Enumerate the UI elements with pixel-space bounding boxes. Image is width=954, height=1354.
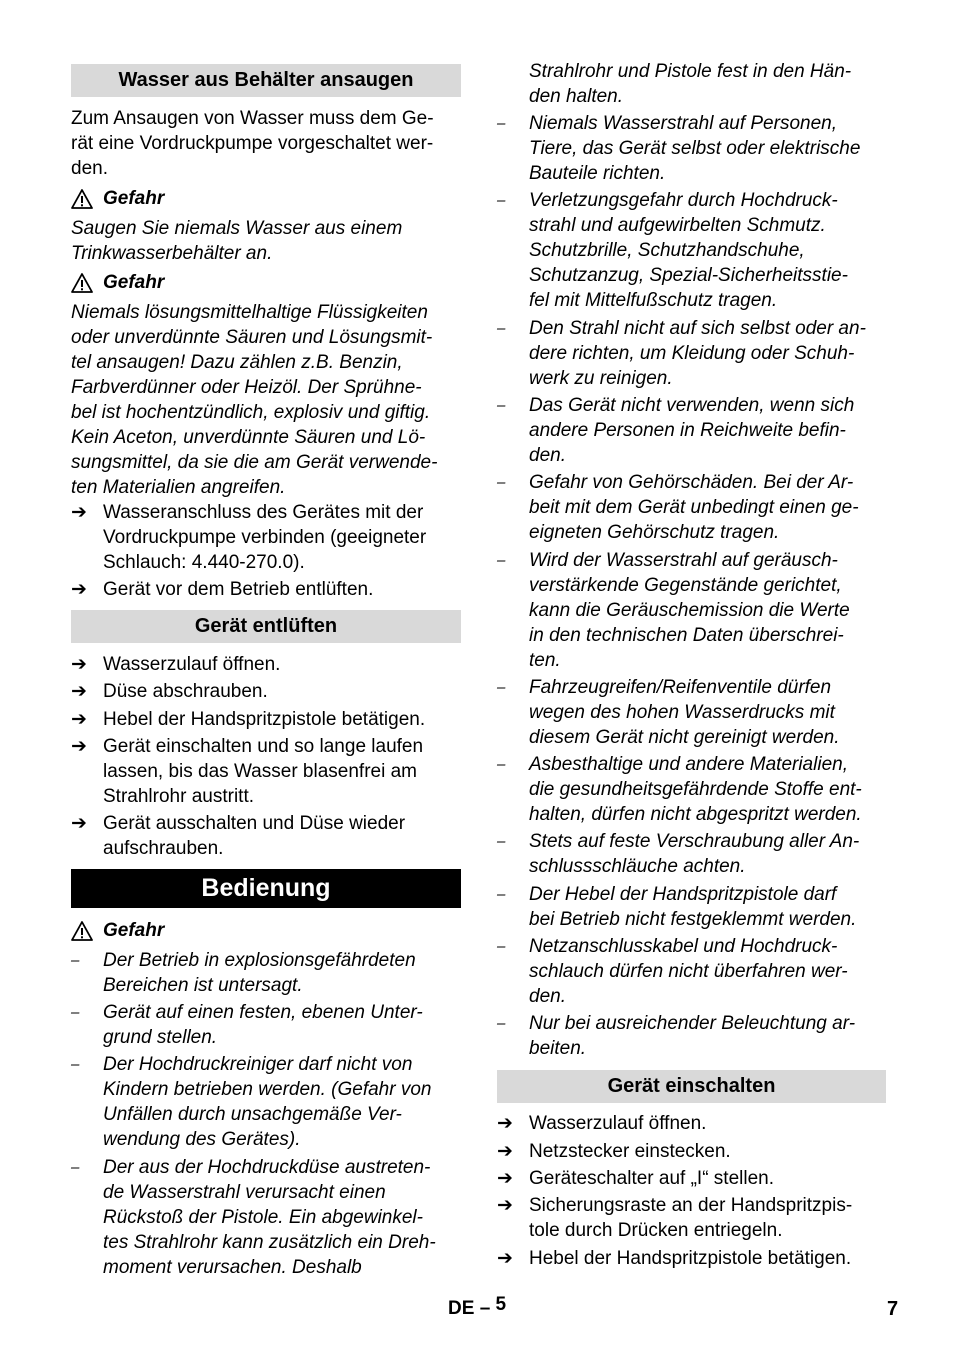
arrow-icon: ➔ xyxy=(71,681,87,702)
text-line: wendung des Gerätes). xyxy=(103,1129,301,1150)
text-line: grund stellen. xyxy=(103,1027,218,1048)
arrow-icon: ➔ xyxy=(71,736,87,757)
text-line: Bereichen ist untersagt. xyxy=(103,975,303,996)
text-line: Hebel der Handspritzpistole betätigen. xyxy=(529,1248,852,1269)
text-line: Farbverdünner oder Heizöl. Der Sprühne- xyxy=(71,377,422,398)
text-line: Wasserzulauf öffnen. xyxy=(103,654,281,675)
warning-label: Gefahr xyxy=(103,272,165,293)
text-line: andere Personen in Reichweite befin- xyxy=(529,420,846,441)
text-line: rät eine Vordruckpumpe vorgeschaltet wer- xyxy=(71,133,434,154)
text-line: bei Betrieb nicht festgeklemmt werden. xyxy=(529,909,857,930)
footer-section-label xyxy=(448,1296,506,1321)
text-line: Stets auf feste Verschraubung aller An- xyxy=(529,831,860,852)
dash-bullet: – xyxy=(71,1004,80,1021)
text-line: schlauch dürfen nicht überfahren wer- xyxy=(529,961,848,982)
section-heading-wasser-ansaugen: Wasser aus Behälter ansaugen xyxy=(71,64,461,97)
text-line: Netzanschlusskabel und Hochdruck- xyxy=(529,936,838,957)
text-line: Geräteschalter auf „I“ stellen. xyxy=(529,1168,774,1189)
text-line: fel mit Mittelfußschutz tragen. xyxy=(529,290,778,311)
dash-bullet: – xyxy=(497,679,506,696)
text-line: Strahlrohr austritt. xyxy=(103,786,254,807)
text-line: Kindern betrieben werden. (Gefahr von xyxy=(103,1079,432,1100)
text-line: in den technischen Daten überschrei- xyxy=(529,625,844,646)
dash-bullet: – xyxy=(497,938,506,955)
warning-label: Gefahr xyxy=(103,920,165,941)
text-line: lassen, bis das Wasser blasenfrei am xyxy=(103,761,417,782)
dash-bullet: – xyxy=(497,320,506,337)
text-line: eigneten Gehörschutz tragen. xyxy=(529,522,780,543)
text-line: Das Gerät nicht verwenden, wenn sich xyxy=(529,395,855,416)
text-line: Nur bei ausreichender Beleuchtung ar- xyxy=(529,1013,856,1034)
text-line: Gerät ausschalten und Düse wieder xyxy=(103,813,406,834)
text-line: aufschrauben. xyxy=(103,838,224,859)
text-line: den. xyxy=(71,158,108,179)
text-line: Hebel der Handspritzpistole betätigen. xyxy=(103,709,426,730)
warning-text xyxy=(71,216,461,266)
text-line: Rückstoß der Pistole. Ein abgewinkel- xyxy=(103,1207,423,1228)
arrow-icon: ➔ xyxy=(497,1168,513,1189)
text-line: schlussschläuche achten. xyxy=(529,856,746,877)
arrow-icon: ➔ xyxy=(497,1113,513,1134)
text-line: tes Strahlrohr kann zusätzlich ein Dreh- xyxy=(103,1232,436,1253)
warning-triangle-icon xyxy=(71,189,93,209)
arrow-icon: ➔ xyxy=(497,1141,513,1162)
text-line: Wasseranschluss des Gerätes mit der xyxy=(103,502,424,523)
arrow-icon: ➔ xyxy=(71,654,87,675)
arrow-icon: ➔ xyxy=(497,1195,513,1216)
warning-heading xyxy=(71,186,461,211)
text-line: bel ist hochentzündlich, explosiv und giftig. xyxy=(71,402,431,423)
text-line: Gefahr von Gehörschäden. Bei der Ar- xyxy=(529,472,854,493)
chapter-heading-bedienung: Bedienung xyxy=(71,869,461,908)
text-line: den. xyxy=(529,445,566,466)
dash-bullet: – xyxy=(71,1159,80,1176)
warning-text xyxy=(71,300,461,500)
text-line: Gerät auf einen festen, ebenen Unter- xyxy=(103,1002,423,1023)
text-line: diesem Gerät nicht gereinigt werden. xyxy=(529,727,840,748)
text-line: Vordruckpumpe verbinden (geeigneter xyxy=(103,527,427,548)
dash-bullet: – xyxy=(71,952,80,969)
text-line: ten. xyxy=(529,650,561,671)
text-line: oder unverdünnte Säuren und Lösungsmit- xyxy=(71,327,433,348)
text-line: Strahlrohr und Pistole fest in den Hän- xyxy=(529,61,852,82)
text-line: Der Hebel der Handspritzpistole darf xyxy=(529,884,837,905)
text-line: Der Betrieb in explosionsgefährdeten xyxy=(103,950,416,971)
text-line: tel ansaugen! Dazu zählen z.B. Benzin, xyxy=(71,352,403,373)
text-line: Der aus der Hochdruckdüse austreten- xyxy=(103,1157,431,1178)
text-line: de Wasserstrahl verursacht einen xyxy=(103,1182,386,1203)
text-line: sungsmittel, da sie die am Gerät verwende- xyxy=(71,452,438,473)
text-line: Unfällen durch unsachgemäße Ver- xyxy=(103,1104,402,1125)
text-line: Der Hochdruckreiniger darf nicht von xyxy=(103,1054,413,1075)
dash-bullet: – xyxy=(497,886,506,903)
text-line: Gerät vor dem Betrieb entlüften. xyxy=(103,579,374,600)
dash-bullet: – xyxy=(497,1015,506,1032)
text-line: dere richten, um Kleidung oder Schuh- xyxy=(529,343,855,364)
dash-bullet: – xyxy=(497,756,506,773)
text-line: Netzstecker einstecken. xyxy=(529,1141,731,1162)
intro-paragraph xyxy=(71,106,461,181)
text-line: Schlauch: 4.440-270.0). xyxy=(103,552,305,573)
text-line: Düse abschrauben. xyxy=(103,681,268,702)
text-line: wegen des hohen Wasserdrucks mit xyxy=(529,702,835,723)
arrow-icon: ➔ xyxy=(71,579,87,600)
dash-bullet: – xyxy=(497,552,506,569)
text-line: Gerät einschalten und so lange laufen xyxy=(103,736,424,757)
text-line: Wird der Wasserstrahl auf geräusch- xyxy=(529,550,838,571)
text-line: ten Materialien angreifen. xyxy=(71,477,286,498)
text-line: Schutzbrille, Schutzhandschuhe, xyxy=(529,240,805,261)
text-line: Trinkwasserbehälter an. xyxy=(71,243,273,264)
text-line: kann die Geräuschemission die Werte xyxy=(529,600,850,621)
text-line: Saugen Sie niemals Wasser aus einem xyxy=(71,218,403,239)
text-line: tole durch Drücken entriegeln. xyxy=(529,1220,783,1241)
footer-separator: – xyxy=(479,1298,491,1319)
text-line: Tiere, das Gerät selbst oder elektrische xyxy=(529,138,861,159)
arrow-icon: ➔ xyxy=(71,813,87,834)
dash-bullet: – xyxy=(497,397,506,414)
dash-bullet: – xyxy=(497,192,506,209)
section-heading-geraet-entlueften: Gerät entlüften xyxy=(71,610,461,643)
footer-section-page: 5 xyxy=(495,1294,507,1315)
text-line: Den Strahl nicht auf sich selbst oder an- xyxy=(529,318,866,339)
dash-bullet: – xyxy=(71,1056,80,1073)
text-line: beiten. xyxy=(529,1038,587,1059)
warning-label: Gefahr xyxy=(103,188,165,209)
text-line: halten, dürfen nicht abgespritzt werden. xyxy=(529,804,862,825)
arrow-icon: ➔ xyxy=(497,1248,513,1269)
text-line: die gesundheitsgefährdende Stoffe ent- xyxy=(529,779,862,800)
footer-language: DE xyxy=(448,1298,475,1319)
page-number: 7 xyxy=(887,1298,899,1320)
text-line: Niemals lösungsmittelhaltige Flüssigkeiten xyxy=(71,302,428,323)
warning-heading xyxy=(71,270,461,295)
dash-bullet: – xyxy=(497,474,506,491)
text-line: strahl und aufgewirbelten Schmutz. xyxy=(529,215,826,236)
text-line: Schutzanzug, Spezial-Sicherheitsstie- xyxy=(529,265,848,286)
text-line: Kein Aceton, unverdünnte Säuren und Lö- xyxy=(71,427,426,448)
text-line: beit mit dem Gerät unbedingt einen ge- xyxy=(529,497,859,518)
text-line: den halten. xyxy=(529,86,624,107)
text-line: Zum Ansaugen von Wasser muss dem Ge- xyxy=(71,108,434,129)
dash-bullet: – xyxy=(497,833,506,850)
text-line: den. xyxy=(529,986,566,1007)
arrow-icon: ➔ xyxy=(71,502,87,523)
text-line: Wasserzulauf öffnen. xyxy=(529,1113,707,1134)
text-line: Sicherungsraste an der Handspritzpis- xyxy=(529,1195,853,1216)
text-line: Fahrzeugreifen/Reifenventile dürfen xyxy=(529,677,832,698)
arrow-icon: ➔ xyxy=(71,709,87,730)
text-line: Bauteile richten. xyxy=(529,163,666,184)
text-line: Verletzungsgefahr durch Hochdruck- xyxy=(529,190,838,211)
warning-heading xyxy=(71,918,461,943)
text-line: werk zu reinigen. xyxy=(529,368,673,389)
warning-triangle-icon xyxy=(71,273,93,293)
text-line: Asbesthaltige und andere Materialien, xyxy=(529,754,848,775)
section-heading-geraet-einschalten: Gerät einschalten xyxy=(497,1070,886,1103)
text-line: Niemals Wasserstrahl auf Personen, xyxy=(529,113,837,134)
warning-triangle-icon xyxy=(71,921,93,941)
text-line: moment verursachen. Deshalb xyxy=(103,1257,362,1278)
dash-bullet: – xyxy=(497,115,506,132)
text-line: verstärkende Gegenstände gerichtet, xyxy=(529,575,842,596)
